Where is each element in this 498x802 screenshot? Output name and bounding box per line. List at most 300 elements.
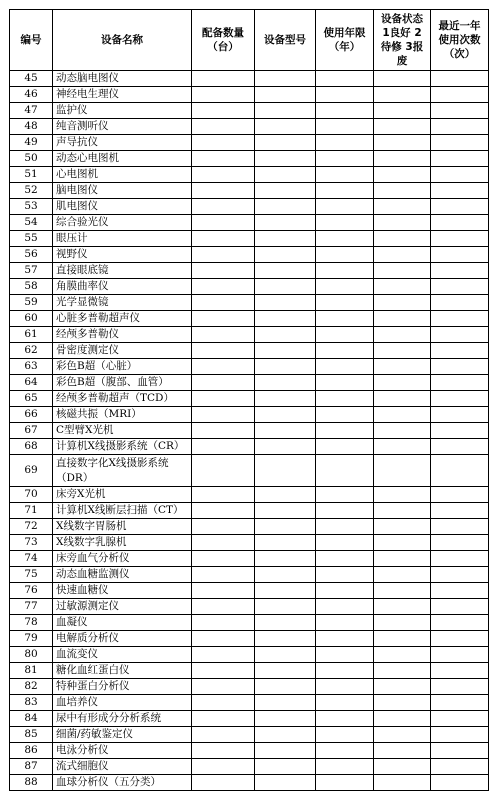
cell-service-life[interactable]: [316, 455, 374, 487]
cell-number: 76: [10, 583, 53, 599]
cell-number: 84: [10, 711, 53, 727]
cell-number: 77: [10, 599, 53, 615]
cell-model[interactable]: [255, 343, 316, 359]
cell-equipment-name: 计算机X线断层扫描（CT）: [53, 503, 192, 519]
cell-status[interactable]: [374, 343, 431, 359]
cell-service-life[interactable]: [316, 519, 374, 535]
cell-quantity[interactable]: [192, 439, 255, 455]
table-row: [10, 295, 489, 311]
cell-usage-count[interactable]: [431, 679, 489, 695]
table-row: [10, 519, 489, 535]
cell-usage-count[interactable]: [431, 743, 489, 759]
cell-quantity[interactable]: [192, 743, 255, 759]
cell-quantity[interactable]: [192, 215, 255, 231]
cell-status[interactable]: [374, 359, 431, 375]
cell-usage-count[interactable]: [431, 135, 489, 151]
cell-model[interactable]: [255, 743, 316, 759]
cell-service-life[interactable]: [316, 183, 374, 199]
cell-service-life[interactable]: [316, 407, 374, 423]
cell-service-life[interactable]: [316, 679, 374, 695]
cell-model[interactable]: [255, 727, 316, 743]
cell-status[interactable]: [374, 439, 431, 455]
cell-status[interactable]: [374, 727, 431, 743]
cell-quantity[interactable]: [192, 311, 255, 327]
table-row: [10, 359, 489, 375]
cell-number: 83: [10, 695, 53, 711]
cell-quantity[interactable]: [192, 679, 255, 695]
cell-equipment-name: 动态脑电图仪: [53, 71, 192, 87]
cell-number: 53: [10, 199, 53, 215]
cell-status[interactable]: [374, 551, 431, 567]
cell-service-life[interactable]: [316, 599, 374, 615]
table-body: [10, 71, 489, 791]
cell-usage-count[interactable]: [431, 311, 489, 327]
cell-status[interactable]: [374, 391, 431, 407]
cell-model[interactable]: [255, 359, 316, 375]
cell-quantity[interactable]: [192, 455, 255, 487]
cell-usage-count[interactable]: [431, 279, 489, 295]
table-row: [10, 583, 489, 599]
cell-quantity[interactable]: [192, 663, 255, 679]
cell-service-life[interactable]: [316, 167, 374, 183]
cell-quantity[interactable]: [192, 711, 255, 727]
cell-usage-count[interactable]: [431, 327, 489, 343]
cell-equipment-name: 快速血糖仪: [53, 583, 192, 599]
cell-model[interactable]: [255, 663, 316, 679]
cell-status[interactable]: [374, 695, 431, 711]
cell-number: 70: [10, 487, 53, 503]
cell-quantity[interactable]: [192, 775, 255, 791]
cell-quantity[interactable]: [192, 551, 255, 567]
cell-status[interactable]: [374, 119, 431, 135]
cell-model[interactable]: [255, 551, 316, 567]
cell-service-life[interactable]: [316, 711, 374, 727]
cell-equipment-name: 纯音测听仪: [53, 119, 192, 135]
cell-usage-count[interactable]: [431, 359, 489, 375]
cell-usage-count[interactable]: [431, 551, 489, 567]
cell-model[interactable]: [255, 535, 316, 551]
cell-service-life[interactable]: [316, 279, 374, 295]
cell-service-life[interactable]: [316, 583, 374, 599]
cell-service-life[interactable]: [316, 199, 374, 215]
cell-quantity[interactable]: [192, 375, 255, 391]
cell-number: 81: [10, 663, 53, 679]
cell-service-life[interactable]: [316, 311, 374, 327]
table-row: [10, 695, 489, 711]
cell-usage-count[interactable]: [431, 295, 489, 311]
cell-service-life[interactable]: [316, 647, 374, 663]
table-row: [10, 727, 489, 743]
cell-model[interactable]: [255, 615, 316, 631]
cell-number: 46: [10, 87, 53, 103]
cell-usage-count[interactable]: [431, 183, 489, 199]
cell-usage-count[interactable]: [431, 247, 489, 263]
cell-status[interactable]: [374, 215, 431, 231]
cell-equipment-name: 直接数字化X线摄影系统（DR）: [53, 455, 192, 487]
cell-status[interactable]: [374, 423, 431, 439]
cell-service-life[interactable]: [316, 615, 374, 631]
cell-service-life[interactable]: [316, 551, 374, 567]
cell-quantity[interactable]: [192, 519, 255, 535]
cell-equipment-name: 血流变仪: [53, 647, 192, 663]
cell-usage-count[interactable]: [431, 71, 489, 87]
cell-service-life[interactable]: [316, 535, 374, 551]
equipment-table-container: [9, 9, 489, 791]
cell-usage-count[interactable]: [431, 343, 489, 359]
cell-status[interactable]: [374, 599, 431, 615]
cell-usage-count[interactable]: [431, 711, 489, 727]
cell-equipment-name: X线数字乳腺机: [53, 535, 192, 551]
cell-model[interactable]: [255, 759, 316, 775]
cell-status[interactable]: [374, 167, 431, 183]
cell-equipment-name: 直接眼底镜: [53, 263, 192, 279]
cell-equipment-name: 血培养仪: [53, 695, 192, 711]
table-row: [10, 711, 489, 727]
cell-status[interactable]: [374, 295, 431, 311]
cell-status[interactable]: [374, 183, 431, 199]
cell-model[interactable]: [255, 455, 316, 487]
cell-usage-count[interactable]: [431, 567, 489, 583]
cell-number: 88: [10, 775, 53, 791]
equipment-table: [9, 9, 489, 791]
cell-model[interactable]: [255, 391, 316, 407]
cell-model[interactable]: [255, 151, 316, 167]
cell-quantity[interactable]: [192, 199, 255, 215]
cell-equipment-name: 特种蛋白分析仪: [53, 679, 192, 695]
cell-service-life[interactable]: [316, 71, 374, 87]
cell-model[interactable]: [255, 135, 316, 151]
cell-service-life[interactable]: [316, 743, 374, 759]
cell-quantity[interactable]: [192, 295, 255, 311]
cell-quantity[interactable]: [192, 759, 255, 775]
table-row: [10, 455, 489, 487]
table-row: [10, 279, 489, 295]
cell-usage-count[interactable]: [431, 151, 489, 167]
cell-usage-count[interactable]: [431, 407, 489, 423]
cell-model[interactable]: [255, 567, 316, 583]
table-row: [10, 247, 489, 263]
cell-model[interactable]: [255, 327, 316, 343]
cell-model[interactable]: [255, 119, 316, 135]
cell-service-life[interactable]: [316, 775, 374, 791]
table-row: [10, 743, 489, 759]
cell-model[interactable]: [255, 87, 316, 103]
cell-quantity[interactable]: [192, 391, 255, 407]
cell-service-life[interactable]: [316, 327, 374, 343]
cell-quantity[interactable]: [192, 647, 255, 663]
cell-model[interactable]: [255, 279, 316, 295]
cell-quantity[interactable]: [192, 183, 255, 199]
cell-status[interactable]: [374, 327, 431, 343]
cell-status[interactable]: [374, 679, 431, 695]
cell-quantity[interactable]: [192, 727, 255, 743]
cell-status[interactable]: [374, 407, 431, 423]
cell-model[interactable]: [255, 679, 316, 695]
cell-equipment-name: 神经电生理仪: [53, 87, 192, 103]
cell-quantity[interactable]: [192, 423, 255, 439]
cell-model[interactable]: [255, 711, 316, 727]
cell-status[interactable]: [374, 375, 431, 391]
cell-quantity[interactable]: [192, 359, 255, 375]
cell-equipment-name: X线数字胃肠机: [53, 519, 192, 535]
cell-model[interactable]: [255, 503, 316, 519]
cell-service-life[interactable]: [316, 631, 374, 647]
table-row: [10, 615, 489, 631]
cell-quantity[interactable]: [192, 327, 255, 343]
cell-quantity[interactable]: [192, 631, 255, 647]
cell-status[interactable]: [374, 759, 431, 775]
cell-service-life[interactable]: [316, 103, 374, 119]
cell-number: 54: [10, 215, 53, 231]
cell-equipment-name: 综合验光仪: [53, 215, 192, 231]
cell-service-life[interactable]: [316, 439, 374, 455]
cell-service-life[interactable]: [316, 663, 374, 679]
cell-service-life[interactable]: [316, 231, 374, 247]
table-row: [10, 263, 489, 279]
table-row: [10, 551, 489, 567]
cell-status[interactable]: [374, 231, 431, 247]
cell-equipment-name: 核磁共振（MRI）: [53, 407, 192, 423]
cell-model[interactable]: [255, 103, 316, 119]
header-equipment-name: 设备名称: [53, 10, 192, 71]
cell-usage-count[interactable]: [431, 391, 489, 407]
table-row: [10, 199, 489, 215]
cell-model[interactable]: [255, 647, 316, 663]
cell-usage-count[interactable]: [431, 439, 489, 455]
cell-status[interactable]: [374, 535, 431, 551]
cell-quantity[interactable]: [192, 263, 255, 279]
cell-usage-count[interactable]: [431, 503, 489, 519]
cell-quantity[interactable]: [192, 535, 255, 551]
cell-status[interactable]: [374, 519, 431, 535]
cell-model[interactable]: [255, 407, 316, 423]
cell-model[interactable]: [255, 439, 316, 455]
cell-equipment-name: 动态心电图机: [53, 151, 192, 167]
cell-status[interactable]: [374, 743, 431, 759]
cell-quantity[interactable]: [192, 135, 255, 151]
cell-equipment-name: 经颅多普勒仪: [53, 327, 192, 343]
cell-usage-count[interactable]: [431, 423, 489, 439]
cell-service-life[interactable]: [316, 119, 374, 135]
cell-status[interactable]: [374, 663, 431, 679]
cell-usage-count[interactable]: [431, 599, 489, 615]
cell-usage-count[interactable]: [431, 695, 489, 711]
cell-quantity[interactable]: [192, 503, 255, 519]
cell-quantity[interactable]: [192, 599, 255, 615]
cell-service-life[interactable]: [316, 567, 374, 583]
cell-quantity[interactable]: [192, 407, 255, 423]
cell-quantity[interactable]: [192, 695, 255, 711]
cell-quantity[interactable]: [192, 615, 255, 631]
cell-status[interactable]: [374, 775, 431, 791]
cell-quantity[interactable]: [192, 151, 255, 167]
cell-status[interactable]: [374, 279, 431, 295]
cell-quantity[interactable]: [192, 583, 255, 599]
cell-model[interactable]: [255, 599, 316, 615]
cell-status[interactable]: [374, 711, 431, 727]
table-row: [10, 503, 489, 519]
cell-model[interactable]: [255, 167, 316, 183]
cell-status[interactable]: [374, 567, 431, 583]
cell-model[interactable]: [255, 695, 316, 711]
cell-usage-count[interactable]: [431, 519, 489, 535]
cell-status[interactable]: [374, 151, 431, 167]
cell-equipment-name: 脑电图仪: [53, 183, 192, 199]
cell-equipment-name: 声导抗仪: [53, 135, 192, 151]
cell-quantity[interactable]: [192, 247, 255, 263]
cell-status[interactable]: [374, 247, 431, 263]
cell-status[interactable]: [374, 87, 431, 103]
cell-equipment-name: 流式细胞仪: [53, 759, 192, 775]
cell-number: 61: [10, 327, 53, 343]
cell-equipment-name: 细菌/药敏鉴定仪: [53, 727, 192, 743]
cell-status[interactable]: [374, 631, 431, 647]
cell-quantity[interactable]: [192, 71, 255, 87]
cell-status[interactable]: [374, 199, 431, 215]
cell-number: 72: [10, 519, 53, 535]
table-row: [10, 311, 489, 327]
cell-usage-count[interactable]: [431, 119, 489, 135]
cell-usage-count[interactable]: [431, 615, 489, 631]
cell-model[interactable]: [255, 295, 316, 311]
cell-status[interactable]: [374, 487, 431, 503]
cell-quantity[interactable]: [192, 87, 255, 103]
table-row: [10, 71, 489, 87]
cell-usage-count[interactable]: [431, 455, 489, 487]
cell-quantity[interactable]: [192, 343, 255, 359]
cell-equipment-name: 电解质分析仪: [53, 631, 192, 647]
cell-service-life[interactable]: [316, 487, 374, 503]
cell-number: 80: [10, 647, 53, 663]
cell-usage-count[interactable]: [431, 663, 489, 679]
cell-quantity[interactable]: [192, 279, 255, 295]
cell-service-life[interactable]: [316, 263, 374, 279]
cell-service-life[interactable]: [316, 375, 374, 391]
cell-model[interactable]: [255, 631, 316, 647]
cell-status[interactable]: [374, 263, 431, 279]
cell-model[interactable]: [255, 487, 316, 503]
cell-usage-count[interactable]: [431, 375, 489, 391]
cell-service-life[interactable]: [316, 215, 374, 231]
cell-usage-count[interactable]: [431, 647, 489, 663]
cell-number: 73: [10, 535, 53, 551]
cell-model[interactable]: [255, 311, 316, 327]
cell-service-life[interactable]: [316, 295, 374, 311]
cell-service-life[interactable]: [316, 727, 374, 743]
table-row: [10, 439, 489, 455]
cell-usage-count[interactable]: [431, 487, 489, 503]
cell-usage-count[interactable]: [431, 727, 489, 743]
cell-equipment-name: 彩色B超（腹部、血管）: [53, 375, 192, 391]
cell-quantity[interactable]: [192, 487, 255, 503]
cell-number: 68: [10, 439, 53, 455]
cell-status[interactable]: [374, 455, 431, 487]
cell-status[interactable]: [374, 647, 431, 663]
cell-service-life[interactable]: [316, 359, 374, 375]
cell-number: 86: [10, 743, 53, 759]
cell-number: 71: [10, 503, 53, 519]
cell-service-life[interactable]: [316, 503, 374, 519]
table-header-row: [10, 10, 489, 71]
cell-usage-count[interactable]: [431, 167, 489, 183]
cell-status[interactable]: [374, 311, 431, 327]
cell-equipment-name: 心脏多普勒超声仪: [53, 311, 192, 327]
cell-equipment-name: 视野仪: [53, 247, 192, 263]
cell-quantity[interactable]: [192, 567, 255, 583]
cell-service-life[interactable]: [316, 423, 374, 439]
header-service-life: 使用年限 （年）: [316, 10, 374, 71]
cell-model[interactable]: [255, 263, 316, 279]
cell-service-life[interactable]: [316, 391, 374, 407]
cell-quantity[interactable]: [192, 103, 255, 119]
cell-service-life[interactable]: [316, 759, 374, 775]
cell-status[interactable]: [374, 615, 431, 631]
cell-model[interactable]: [255, 775, 316, 791]
cell-usage-count[interactable]: [431, 583, 489, 599]
cell-quantity[interactable]: [192, 119, 255, 135]
cell-quantity[interactable]: [192, 167, 255, 183]
cell-service-life[interactable]: [316, 151, 374, 167]
cell-usage-count[interactable]: [431, 775, 489, 791]
cell-usage-count[interactable]: [431, 87, 489, 103]
cell-usage-count[interactable]: [431, 263, 489, 279]
cell-service-life[interactable]: [316, 343, 374, 359]
cell-usage-count[interactable]: [431, 199, 489, 215]
cell-equipment-name: 过敏源测定仪: [53, 599, 192, 615]
cell-equipment-name: 床旁血气分析仪: [53, 551, 192, 567]
cell-equipment-name: 尿中有形成分分析系统: [53, 711, 192, 727]
cell-number: 47: [10, 103, 53, 119]
table-row: [10, 535, 489, 551]
cell-usage-count[interactable]: [431, 231, 489, 247]
cell-model[interactable]: [255, 375, 316, 391]
cell-usage-count[interactable]: [431, 103, 489, 119]
table-row: [10, 759, 489, 775]
cell-usage-count[interactable]: [431, 535, 489, 551]
cell-model[interactable]: [255, 583, 316, 599]
cell-number: 62: [10, 343, 53, 359]
cell-status[interactable]: [374, 71, 431, 87]
cell-model[interactable]: [255, 215, 316, 231]
cell-model[interactable]: [255, 71, 316, 87]
cell-model[interactable]: [255, 247, 316, 263]
cell-status[interactable]: [374, 503, 431, 519]
cell-model[interactable]: [255, 519, 316, 535]
cell-usage-count[interactable]: [431, 215, 489, 231]
cell-model[interactable]: [255, 183, 316, 199]
cell-service-life[interactable]: [316, 135, 374, 151]
cell-model[interactable]: [255, 231, 316, 247]
cell-equipment-name: 血球分析仪（五分类）: [53, 775, 192, 791]
cell-equipment-name: 动态血糖监测仪: [53, 567, 192, 583]
cell-number: 65: [10, 391, 53, 407]
cell-status[interactable]: [374, 583, 431, 599]
cell-service-life[interactable]: [316, 695, 374, 711]
cell-equipment-name: 计算机X线摄影系统（CR）: [53, 439, 192, 455]
cell-usage-count[interactable]: [431, 631, 489, 647]
cell-number: 50: [10, 151, 53, 167]
cell-service-life[interactable]: [316, 87, 374, 103]
cell-usage-count[interactable]: [431, 759, 489, 775]
cell-model[interactable]: [255, 423, 316, 439]
cell-status[interactable]: [374, 135, 431, 151]
table-row: [10, 231, 489, 247]
cell-status[interactable]: [374, 103, 431, 119]
cell-model[interactable]: [255, 199, 316, 215]
cell-equipment-name: 角膜曲率仪: [53, 279, 192, 295]
cell-quantity[interactable]: [192, 231, 255, 247]
cell-service-life[interactable]: [316, 247, 374, 263]
